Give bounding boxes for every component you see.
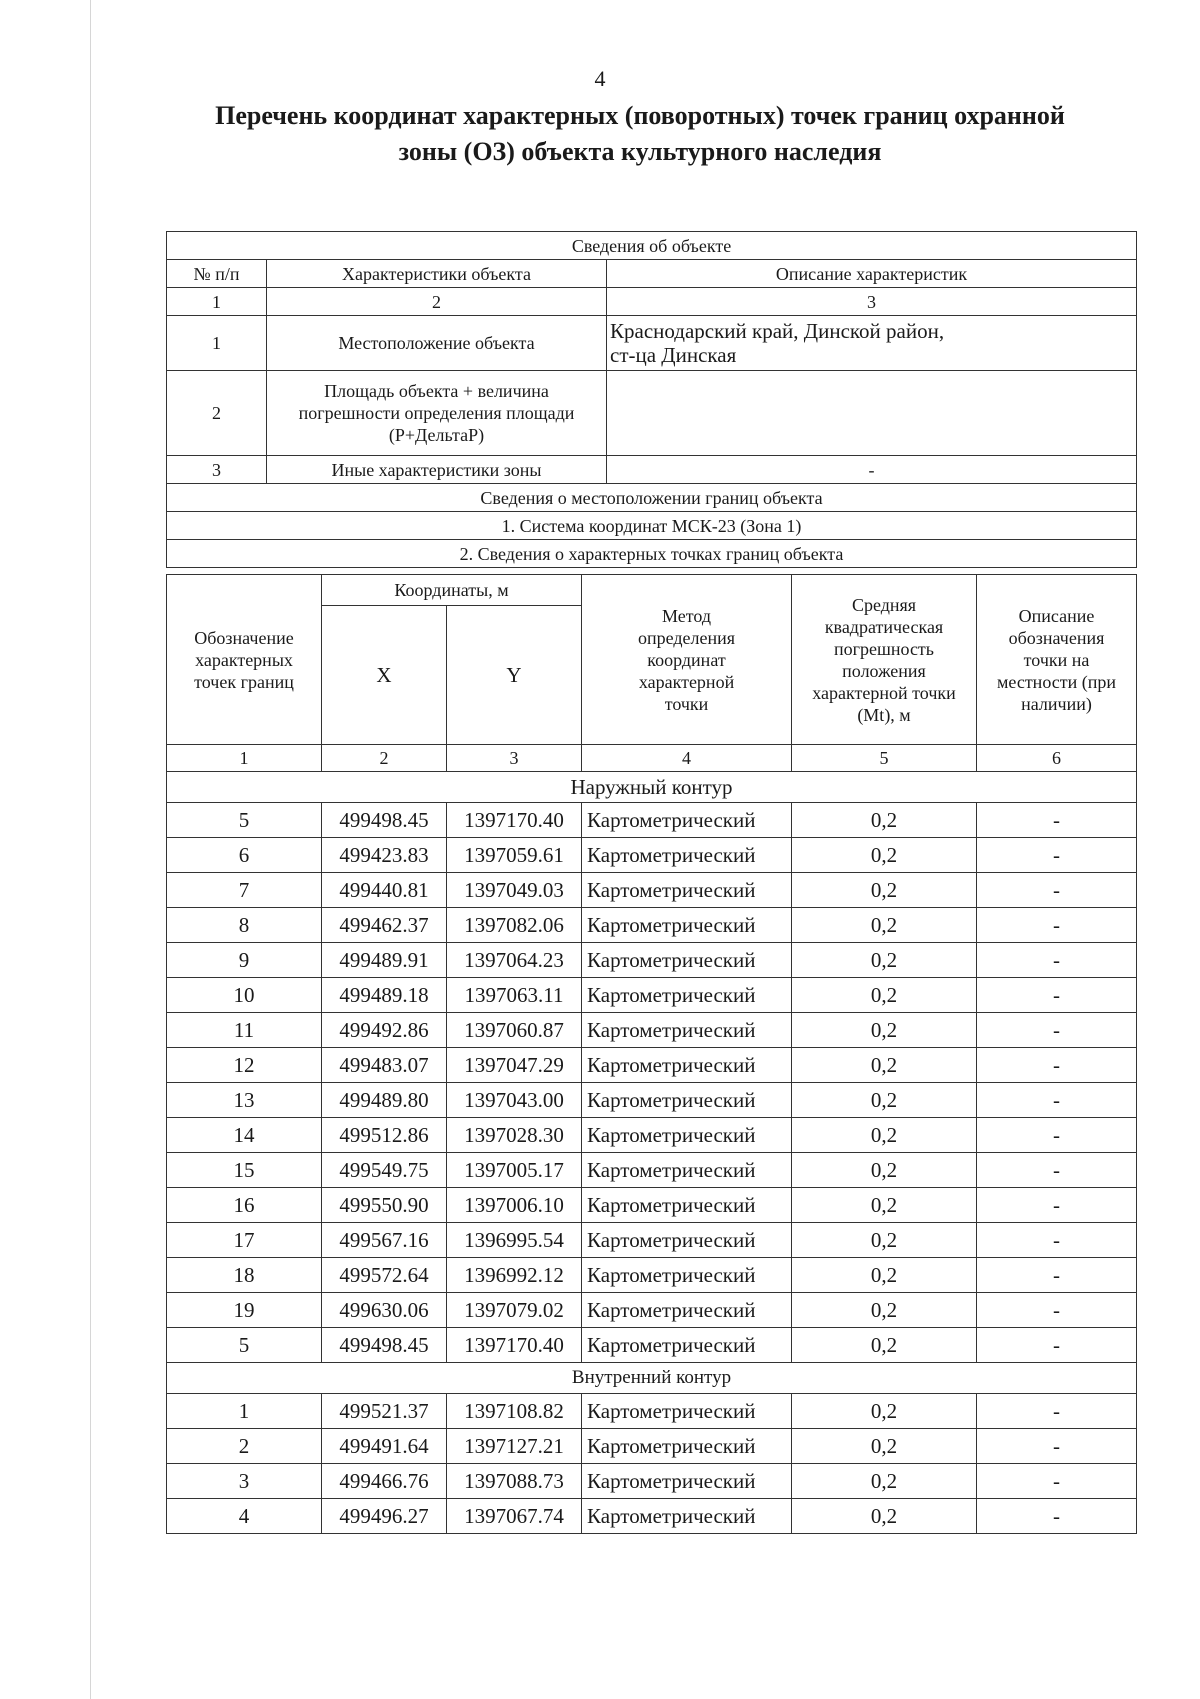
point-description: - <box>977 803 1137 838</box>
method: Картометрический <box>582 838 792 873</box>
table-row <box>167 1328 1137 1363</box>
coord-x: 499496.27 <box>322 1499 447 1534</box>
coord-y: 1397108.82 <box>447 1394 582 1429</box>
mean-error: 0,2 <box>792 1118 977 1153</box>
coord-x: 499512.86 <box>322 1118 447 1153</box>
title-line-1: Перечень координат характерных (поворотных) точек границ охранной <box>215 101 1065 130</box>
point-number: 6 <box>167 838 322 873</box>
point-description: - <box>977 1258 1137 1293</box>
points-heading-row <box>167 540 1137 568</box>
point-number: 5 <box>167 1328 322 1363</box>
header-method <box>582 575 792 745</box>
mean-error: 0,2 <box>792 978 977 1013</box>
method: Картометрический <box>582 1118 792 1153</box>
coord-y: 1397067.74 <box>447 1499 582 1534</box>
margin-line <box>90 0 91 1699</box>
point-description: - <box>977 1223 1137 1258</box>
header-line: квадратическая <box>824 616 944 637</box>
coord-x: 499489.80 <box>322 1083 447 1118</box>
row-num: 2 <box>167 371 267 456</box>
header-coordinates: Координаты, м <box>322 575 582 606</box>
table-row <box>167 1499 1137 1534</box>
coord-x: 499491.64 <box>322 1429 447 1464</box>
table-row <box>167 1258 1137 1293</box>
header-line: характерных <box>195 649 293 670</box>
table-row <box>167 1188 1137 1223</box>
header-error <box>792 575 977 745</box>
inner-contour-row <box>167 1363 1137 1394</box>
location-heading-row <box>167 484 1137 512</box>
table-row <box>167 873 1137 908</box>
coord-x: 499483.07 <box>322 1048 447 1083</box>
coord-x: 499462.37 <box>322 908 447 943</box>
table-row <box>167 1429 1137 1464</box>
header-line: положения <box>842 660 926 681</box>
points-table <box>166 574 1137 1534</box>
point-description: - <box>977 978 1137 1013</box>
coord-y: 1397063.11 <box>447 978 582 1013</box>
area-line-2: погрешности определения площади <box>298 403 575 423</box>
point-description: - <box>977 1118 1137 1153</box>
table-row <box>167 1013 1137 1048</box>
header-line: координат <box>647 649 726 670</box>
header-line: Средняя <box>851 594 917 615</box>
point-number: 8 <box>167 908 322 943</box>
row-description <box>607 316 1137 371</box>
coord-x: 499466.76 <box>322 1464 447 1499</box>
col-number: 3 <box>447 745 582 772</box>
object-info-heading-row <box>167 232 1137 260</box>
header-line: (Mt), м <box>857 704 911 725</box>
mean-error: 0,2 <box>792 943 977 978</box>
point-description: - <box>977 838 1137 873</box>
coord-y: 1397127.21 <box>447 1429 582 1464</box>
header-description <box>977 575 1137 745</box>
points-heading: 2. Сведения о характерных точках границ объекта <box>167 540 1137 568</box>
coord-system-row <box>167 512 1137 540</box>
table-row <box>167 1083 1137 1118</box>
point-number: 1 <box>167 1394 322 1429</box>
mean-error: 0,2 <box>792 1328 977 1363</box>
object-info-row-other <box>167 456 1137 484</box>
page-number: 4 <box>594 66 606 91</box>
table-row <box>167 1118 1137 1153</box>
coord-x: 499549.75 <box>322 1153 447 1188</box>
table-row <box>167 803 1137 838</box>
method: Картометрический <box>582 1328 792 1363</box>
object-info-col-numbers <box>167 288 1137 316</box>
mean-error: 0,2 <box>792 1429 977 1464</box>
coord-y: 1397047.29 <box>447 1048 582 1083</box>
header-line: точек границ <box>194 671 294 692</box>
mean-error: 0,2 <box>792 803 977 838</box>
object-info-col-headers <box>167 260 1137 288</box>
location-line-1: Краснодарский край, Динской район, <box>610 319 945 343</box>
point-description: - <box>977 1188 1137 1223</box>
coord-y: 1397170.40 <box>447 803 582 838</box>
method: Картометрический <box>582 1013 792 1048</box>
mean-error: 0,2 <box>792 1499 977 1534</box>
method: Картометрический <box>582 1464 792 1499</box>
point-description: - <box>977 1394 1137 1429</box>
mean-error: 0,2 <box>792 1293 977 1328</box>
coord-x: 499572.64 <box>322 1258 447 1293</box>
row-characteristic: Местоположение объекта <box>267 316 607 371</box>
outer-contour-label: Наружный контур <box>167 772 1137 803</box>
method: Картометрический <box>582 873 792 908</box>
coord-x: 499630.06 <box>322 1293 447 1328</box>
method: Картометрический <box>582 1258 792 1293</box>
coord-y: 1397064.23 <box>447 943 582 978</box>
coord-y: 1397060.87 <box>447 1013 582 1048</box>
coord-y: 1397079.02 <box>447 1293 582 1328</box>
method: Картометрический <box>582 1293 792 1328</box>
header-line: характерной <box>638 671 735 692</box>
coord-x: 499489.91 <box>322 943 447 978</box>
header-line: точки <box>664 693 709 714</box>
point-description: - <box>977 1083 1137 1118</box>
method: Картометрический <box>582 978 792 1013</box>
mean-error: 0,2 <box>792 1153 977 1188</box>
table-row <box>167 1048 1137 1083</box>
coord-x: 499567.16 <box>322 1223 447 1258</box>
coord-system: 1. Система координат МСК-23 (Зона 1) <box>167 512 1137 540</box>
mean-error: 0,2 <box>792 1394 977 1429</box>
point-number: 7 <box>167 873 322 908</box>
location-line-2: ст-ца Динская <box>610 343 737 367</box>
point-description: - <box>977 873 1137 908</box>
point-number: 18 <box>167 1258 322 1293</box>
coord-y: 1396995.54 <box>447 1223 582 1258</box>
row-description <box>607 371 1137 456</box>
point-number: 5 <box>167 803 322 838</box>
area-line-1: Площадь объекта + величина <box>324 381 549 401</box>
col-number: 5 <box>792 745 977 772</box>
row-characteristic: Иные характеристики зоны <box>267 456 607 484</box>
area-line-3: (Р+ДельтаР) <box>388 425 485 445</box>
col-number: 1 <box>167 745 322 772</box>
coord-x: 499498.45 <box>322 803 447 838</box>
method: Картометрический <box>582 1188 792 1223</box>
point-description: - <box>977 1048 1137 1083</box>
header-line: определения <box>637 627 736 648</box>
col-header-num: № п/п <box>167 260 267 288</box>
point-number: 17 <box>167 1223 322 1258</box>
table-row <box>167 908 1137 943</box>
point-number: 16 <box>167 1188 322 1223</box>
header-y: Y <box>447 606 582 745</box>
header-designation <box>167 575 322 745</box>
mean-error: 0,2 <box>792 1464 977 1499</box>
mean-error: 0,2 <box>792 908 977 943</box>
point-description: - <box>977 1464 1137 1499</box>
mean-error: 0,2 <box>792 1083 977 1118</box>
header-line: Обозначение <box>194 627 294 648</box>
method: Картометрический <box>582 1048 792 1083</box>
inner-contour-label: Внутренний контур <box>167 1363 1137 1394</box>
col-number: 2 <box>322 745 447 772</box>
col-number: 6 <box>977 745 1137 772</box>
coord-y: 1397005.17 <box>447 1153 582 1188</box>
table-row <box>167 978 1137 1013</box>
object-info-row-location <box>167 316 1137 371</box>
coord-y: 1397170.40 <box>447 1328 582 1363</box>
col-header-characteristic: Характеристики объекта <box>267 260 607 288</box>
col-header-description: Описание характеристик <box>607 260 1137 288</box>
point-number: 19 <box>167 1293 322 1328</box>
method: Картометрический <box>582 1394 792 1429</box>
coord-y: 1397088.73 <box>447 1464 582 1499</box>
row-description: - <box>607 456 1137 484</box>
point-number: 12 <box>167 1048 322 1083</box>
mean-error: 0,2 <box>792 838 977 873</box>
coord-x: 499440.81 <box>322 873 447 908</box>
coord-x: 499521.37 <box>322 1394 447 1429</box>
outer-contour-row <box>167 772 1137 803</box>
mean-error: 0,2 <box>792 1258 977 1293</box>
points-header-row <box>167 575 1137 606</box>
coord-y: 1397059.61 <box>447 838 582 873</box>
location-heading: Сведения о местоположении границ объекта <box>167 484 1137 512</box>
method: Картометрический <box>582 943 792 978</box>
point-number: 11 <box>167 1013 322 1048</box>
point-description: - <box>977 943 1137 978</box>
col-number: 1 <box>167 288 267 316</box>
title-line-2: зоны (ОЗ) объекта культурного наследия <box>398 137 882 166</box>
table-row <box>167 1223 1137 1258</box>
object-info-row-area <box>167 371 1137 456</box>
point-number: 9 <box>167 943 322 978</box>
method: Картометрический <box>582 908 792 943</box>
table-row <box>167 1394 1137 1429</box>
header-line: Метод <box>662 605 712 626</box>
point-number: 15 <box>167 1153 322 1188</box>
row-num: 1 <box>167 316 267 371</box>
mean-error: 0,2 <box>792 1223 977 1258</box>
method: Картометрический <box>582 1153 792 1188</box>
header-line: наличии) <box>1021 693 1092 714</box>
table-row <box>167 1293 1137 1328</box>
outer-contour-points <box>167 803 1137 1363</box>
method: Картометрический <box>582 803 792 838</box>
point-description: - <box>977 1499 1137 1534</box>
coord-y: 1397049.03 <box>447 873 582 908</box>
point-description: - <box>977 1153 1137 1188</box>
method: Картометрический <box>582 1499 792 1534</box>
table-row <box>167 943 1137 978</box>
coord-y: 1397006.10 <box>447 1188 582 1223</box>
coord-y: 1397043.00 <box>447 1083 582 1118</box>
point-description: - <box>977 1013 1137 1048</box>
point-number: 3 <box>167 1464 322 1499</box>
header-line: погрешность <box>834 638 935 659</box>
mean-error: 0,2 <box>792 1048 977 1083</box>
header-line: Описание <box>1018 605 1095 626</box>
point-number: 10 <box>167 978 322 1013</box>
point-description: - <box>977 908 1137 943</box>
mean-error: 0,2 <box>792 873 977 908</box>
row-num: 3 <box>167 456 267 484</box>
coord-y: 1397028.30 <box>447 1118 582 1153</box>
header-line: точки на <box>1023 649 1090 670</box>
header-line: обозначения <box>1008 627 1105 648</box>
coord-x: 499489.18 <box>322 978 447 1013</box>
point-description: - <box>977 1328 1137 1363</box>
col-number: 4 <box>582 745 792 772</box>
header-line: местности (при <box>997 671 1117 692</box>
header-x: X <box>322 606 447 745</box>
mean-error: 0,2 <box>792 1188 977 1223</box>
point-number: 2 <box>167 1429 322 1464</box>
coord-x: 499492.86 <box>322 1013 447 1048</box>
object-info-table <box>166 231 1137 568</box>
method: Картометрический <box>582 1429 792 1464</box>
coord-y: 1397082.06 <box>447 908 582 943</box>
table-row <box>167 1153 1137 1188</box>
row-characteristic <box>267 371 607 456</box>
col-number: 2 <box>267 288 607 316</box>
method: Картометрический <box>582 1083 792 1118</box>
coord-x: 499550.90 <box>322 1188 447 1223</box>
page-title <box>150 98 1130 170</box>
table-row <box>167 838 1137 873</box>
coord-x: 499423.83 <box>322 838 447 873</box>
point-number: 14 <box>167 1118 322 1153</box>
points-col-numbers <box>167 745 1137 772</box>
inner-contour-points <box>167 1394 1137 1534</box>
method: Картометрический <box>582 1223 792 1258</box>
point-description: - <box>977 1429 1137 1464</box>
object-info-heading: Сведения об объекте <box>167 232 1137 260</box>
header-line: характерной точки <box>812 682 956 703</box>
coord-x: 499498.45 <box>322 1328 447 1363</box>
coord-y: 1396992.12 <box>447 1258 582 1293</box>
table-row <box>167 1464 1137 1499</box>
point-number: 13 <box>167 1083 322 1118</box>
col-number: 3 <box>607 288 1137 316</box>
point-number: 4 <box>167 1499 322 1534</box>
mean-error: 0,2 <box>792 1013 977 1048</box>
point-description: - <box>977 1293 1137 1328</box>
